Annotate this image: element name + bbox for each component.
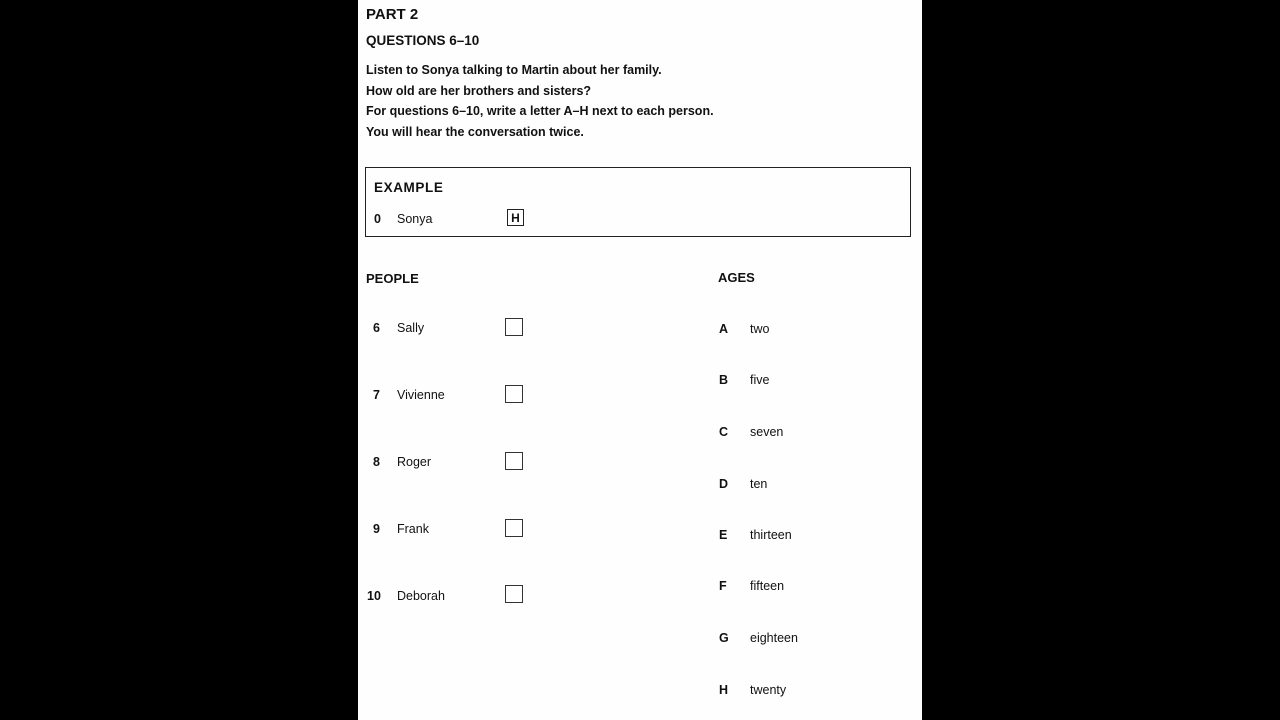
age-letter: F xyxy=(719,579,727,593)
answer-box[interactable] xyxy=(505,519,523,537)
person-number: 8 xyxy=(373,455,380,469)
person-name: Frank xyxy=(397,522,429,536)
answer-box[interactable] xyxy=(505,585,523,603)
person-name: Vivienne xyxy=(397,388,445,402)
age-value: fifteen xyxy=(750,579,785,593)
person-number: 6 xyxy=(373,321,380,335)
questions-title: QUESTIONS 6–10 xyxy=(366,33,480,48)
instruction-line-3: For questions 6–10, write a letter A–H next to each person. xyxy=(366,104,714,118)
instruction-line-2: How old are her brothers and sisters? xyxy=(366,84,592,98)
age-letter: H xyxy=(719,683,729,697)
example-box xyxy=(365,167,911,237)
person-name: Roger xyxy=(397,455,432,469)
example-title: EXAMPLE xyxy=(374,180,444,195)
answer-box[interactable] xyxy=(505,385,523,403)
age-letter: A xyxy=(719,322,729,336)
age-letter: C xyxy=(719,425,729,439)
person-number: 9 xyxy=(373,522,380,536)
person-name: Sally xyxy=(397,321,425,335)
part-title: PART 2 xyxy=(366,6,419,23)
age-value: eighteen xyxy=(750,631,798,645)
instruction-line-1: Listen to Sonya talking to Martin about her family. xyxy=(366,63,662,77)
person-number: 10 xyxy=(367,589,381,603)
answer-box[interactable] xyxy=(505,318,523,336)
age-letter: E xyxy=(719,528,728,542)
age-letter: G xyxy=(719,631,729,645)
age-value: seven xyxy=(750,425,784,439)
people-heading: PEOPLE xyxy=(366,271,419,286)
age-letter: D xyxy=(719,477,729,491)
answer-box[interactable] xyxy=(505,452,523,470)
age-value: five xyxy=(750,373,770,387)
example-name: Sonya xyxy=(397,212,433,226)
person-number: 7 xyxy=(373,388,380,402)
age-value: ten xyxy=(750,477,768,491)
example-answer-box: H xyxy=(507,209,524,226)
ages-heading: AGES xyxy=(718,270,755,285)
age-value: two xyxy=(750,322,770,336)
age-value: twenty xyxy=(750,683,787,697)
person-name: Deborah xyxy=(397,589,445,603)
worksheet-page xyxy=(358,0,922,720)
instruction-line-4: You will hear the conversation twice. xyxy=(366,125,584,139)
age-value: thirteen xyxy=(750,528,792,542)
example-number: 0 xyxy=(374,212,381,226)
age-letter: B xyxy=(719,373,729,387)
